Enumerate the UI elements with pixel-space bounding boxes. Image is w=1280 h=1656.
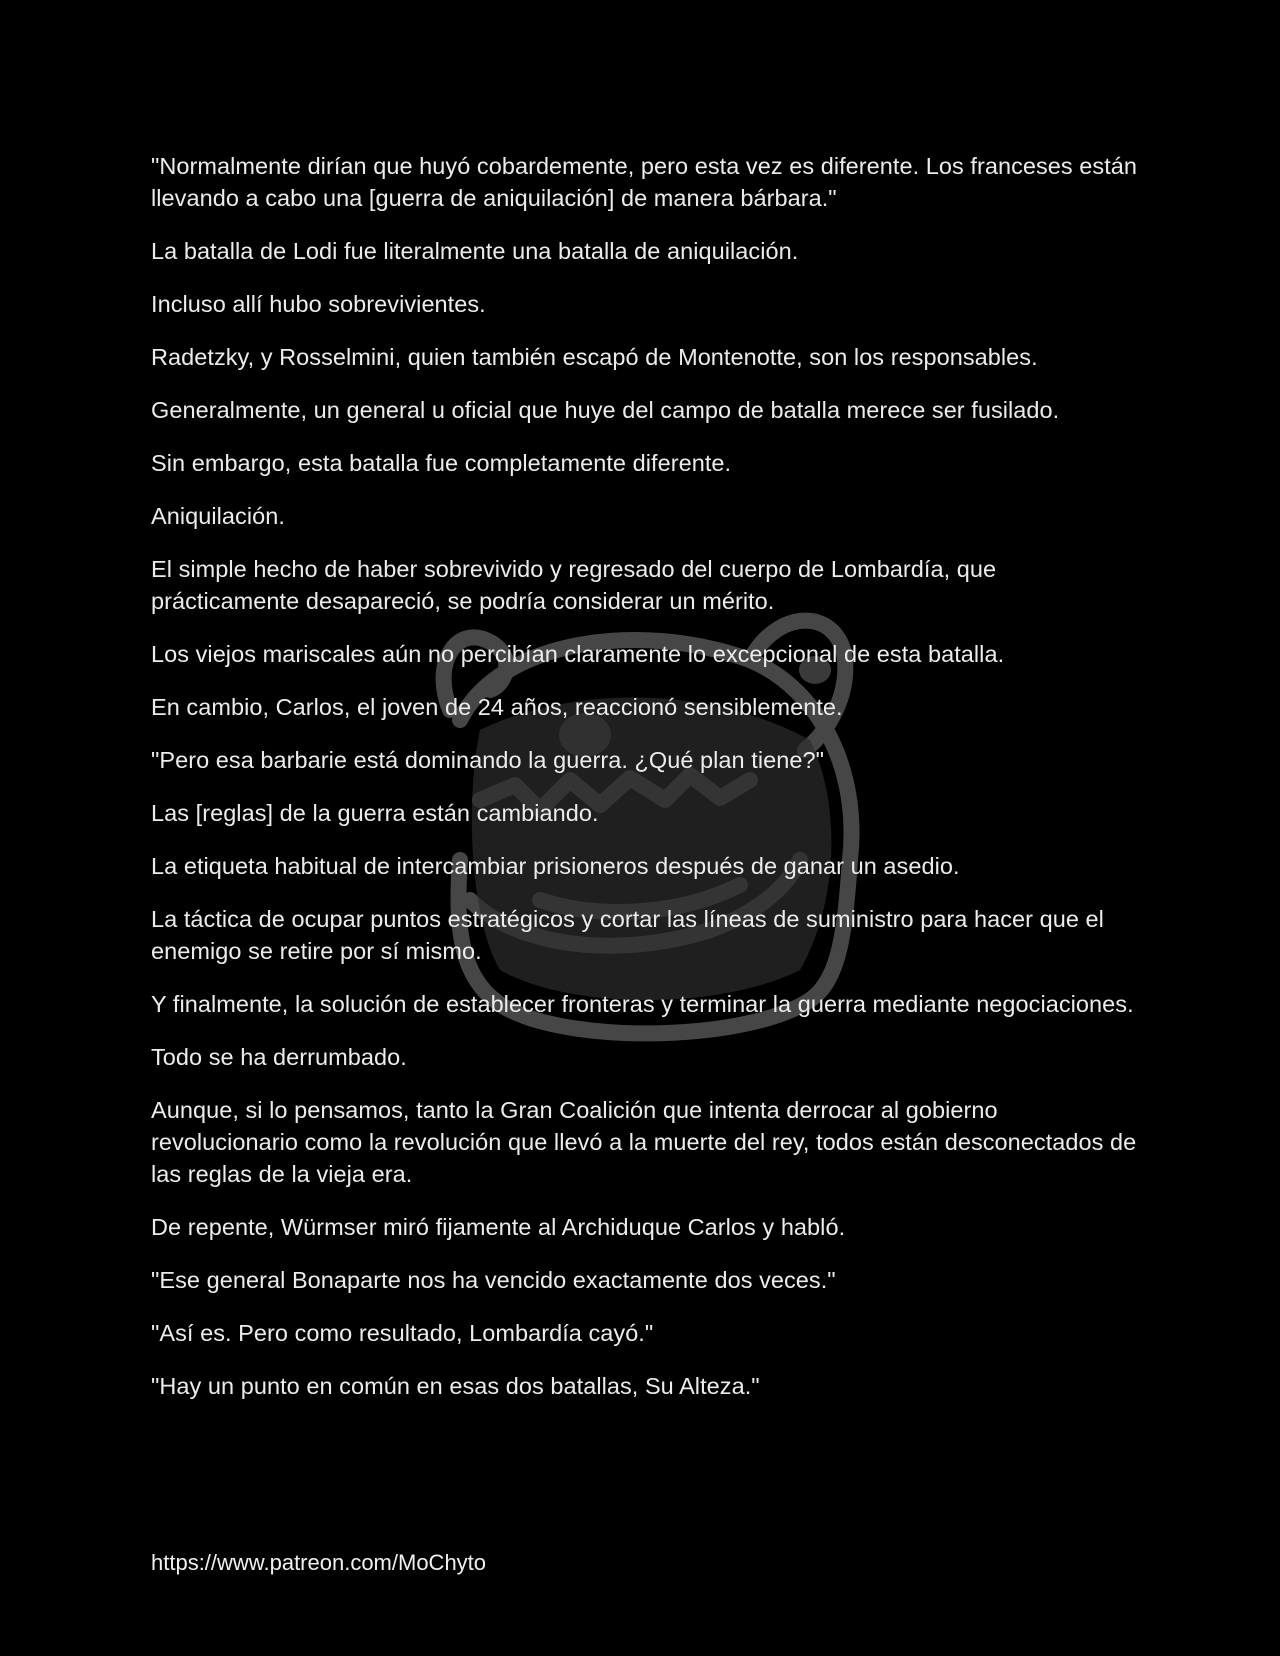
paragraph: La táctica de ocupar puntos estratégicos y cortar las líneas de suministro para hacer que el enemigo se retire por sí mismo. [151,906,1104,964]
paragraph: La batalla de Lodi fue literalmente una batalla de aniquilación. [151,238,799,264]
paragraph: "Pero esa barbarie está dominando la guerra. ¿Qué plan tiene?" [151,747,824,773]
paragraph: Generalmente, un general u oficial que huye del campo de batalla merece ser fusilado. [151,397,1060,423]
paragraph: "Normalmente dirían que huyó cobardemente, pero esta vez es diferente. Los franceses están llevando a cabo una [guerra de aniquilación] de manera bárbara." [151,153,1138,211]
paragraph: Las [reglas] de la guerra están cambiando. [151,800,599,826]
paragraph: Los viejos mariscales aún no percibían claramente lo excepcional de esta batalla. [151,641,1005,667]
chapter-text [151,150,1141,1423]
paragraph: Aunque, si lo pensamos, tanto la Gran Coalición que intenta derrocar al gobierno revolucionario como la revolución que llevó a la muerte del rey, todos están desconectados de las reglas de la vieja era. [151,1097,1137,1187]
paragraph: "Así es. Pero como resultado, Lombardía cayó." [151,1320,654,1346]
paragraph: De repente, Würmser miró fijamente al Archiduque Carlos y habló. [151,1214,846,1240]
paragraph: Y finalmente, la solución de establecer fronteras y terminar la guerra mediante negociaciones. [151,991,1134,1017]
patreon-link[interactable]: https://www.patreon.com/MoChyto [151,1550,487,1575]
paragraph: El simple hecho de haber sobrevivido y regresado del cuerpo de Lombardía, que prácticamente desapareció, se podría considerar un mérito. [151,556,997,614]
paragraph: "Hay un punto en común en esas dos batallas, Su Alteza." [151,1373,760,1399]
paragraph: Aniquilación. [151,503,285,529]
paragraph: Incluso allí hubo sobrevivientes. [151,291,486,317]
paragraph: En cambio, Carlos, el joven de 24 años, reaccionó sensiblemente. [151,694,843,720]
paragraph: "Ese general Bonaparte nos ha vencido exactamente dos veces." [151,1267,836,1293]
paragraph: Sin embargo, esta batalla fue completamente diferente. [151,450,732,476]
paragraph: Todo se ha derrumbado. [151,1044,407,1070]
paragraph: La etiqueta habitual de intercambiar prisioneros después de ganar un asedio. [151,853,960,879]
paragraph: Radetzky, y Rosselmini, quien también escapó de Montenotte, son los responsables. [151,344,1038,370]
